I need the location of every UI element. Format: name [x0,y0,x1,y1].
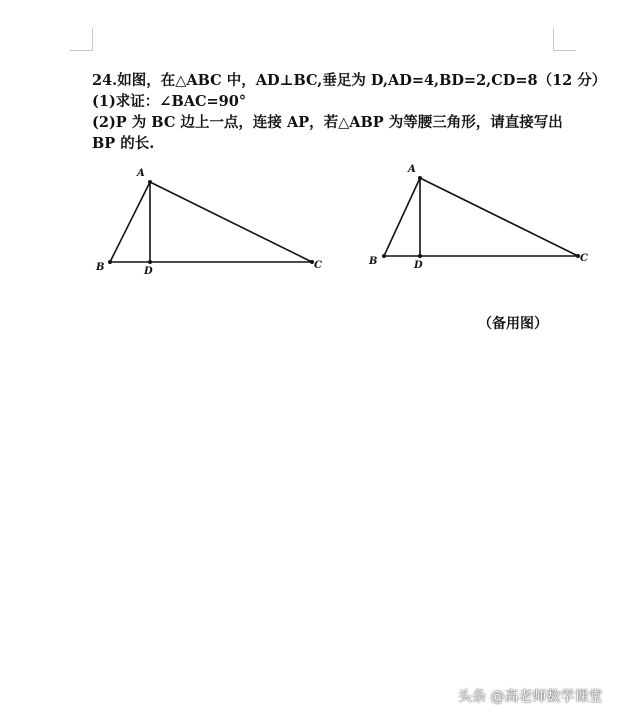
label-d: D [144,266,153,277]
point-a [148,180,152,184]
problem-statement: 24.如图，在△ABC 中，AD⊥BC,垂足为 D,AD=4,BD=2,CD=8（12 分） [92,72,607,89]
label-b: B [96,262,105,273]
triangle-figure-spare [360,155,600,275]
question-part-2-continued: BP 的长. [92,135,155,152]
label-c: C [314,260,322,271]
side-ac [150,182,312,262]
label-a: A [408,164,416,175]
triangle-figure-main [90,160,340,280]
page-corner-mark-top-left [70,28,93,51]
side-ac [420,178,578,256]
point-d [148,260,152,264]
point-a [418,176,422,180]
label-c: C [580,253,588,264]
question-part-1: (1)求证：∠BAC=90° [92,93,247,110]
point-b [108,260,112,264]
point-d [418,254,422,258]
label-d: D [414,260,423,271]
problem-text [92,70,607,154]
watermark: 头条 @高老师数学课堂 [458,689,603,705]
page-corner-mark-top-right [553,28,576,51]
label-a: A [137,168,145,179]
spare-figure-caption: （备用图） [478,316,548,332]
side-ab [384,178,420,256]
question-part-2: (2)P 为 BC 边上一点，连接 AP，若△ABP 为等腰三角形，请直接写出 [92,114,563,131]
point-b [382,254,386,258]
side-ab [110,182,150,262]
label-b: B [369,256,378,267]
